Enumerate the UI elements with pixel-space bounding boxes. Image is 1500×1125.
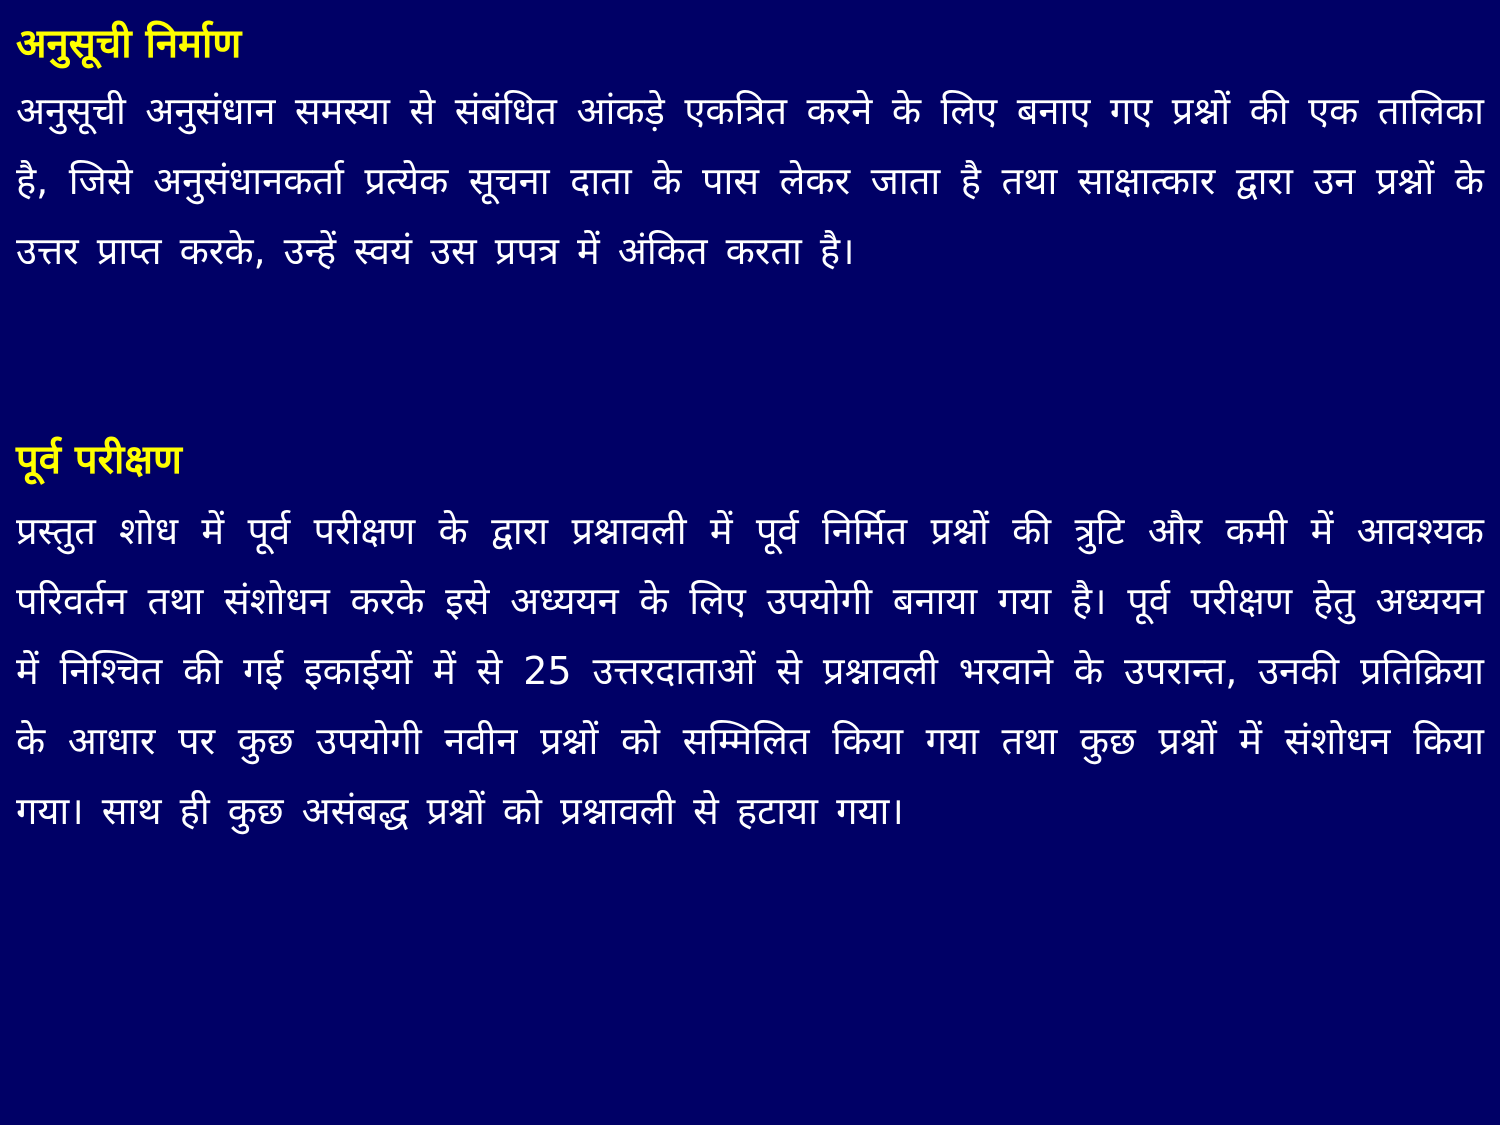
section-paragraph-schedule-construction: अनुसूची अनुसंधान समस्या से संबंधित आंकड़े एकत्रित करने के लिए बनाए गए प्रश्नों की एक तालिका है, जिसे अनुसंधानकर्ता प्रत्येक सूचना दाता के पास लेकर जाता है तथा साक्षात्कार द्वारा उन प्रश्नों के उत्तर प्राप्त करके, उन्हें स्वयं उस प्रपत्र में अंकित करता है।	[16, 89, 1484, 273]
section-heading-pretest: पूर्व परीक्षण	[16, 437, 182, 483]
section-paragraph-pretest: प्रस्तुत शोध में पूर्व परीक्षण के द्वारा प्रश्नावली में पूर्व निर्मित प्रश्नों की त्रुटि और कमी में आवश्यक परिवर्तन तथा संशोधन करके इसे अध्ययन के लिए उपयोगी बनाया गया है। पूर्व परीक्षण हेतु अध्ययन में निश्चित की गई इकाईयों में से 25 उत्तरदाताओं से प्रश्नावली भरवाने के उपरान्त, उनकी प्रतिक्रिया के आधार पर कुछ उपयोगी नवीन प्रश्नों को सम्मिलित किया गया तथा कुछ प्रश्नों में संशोधन किया गया। साथ ही कुछ असंबद्ध प्रश्नों को प्रश्नावली से हटाया गया।	[16, 509, 1484, 833]
section-heading-schedule-construction: अनुसूची निर्माण	[16, 21, 242, 67]
